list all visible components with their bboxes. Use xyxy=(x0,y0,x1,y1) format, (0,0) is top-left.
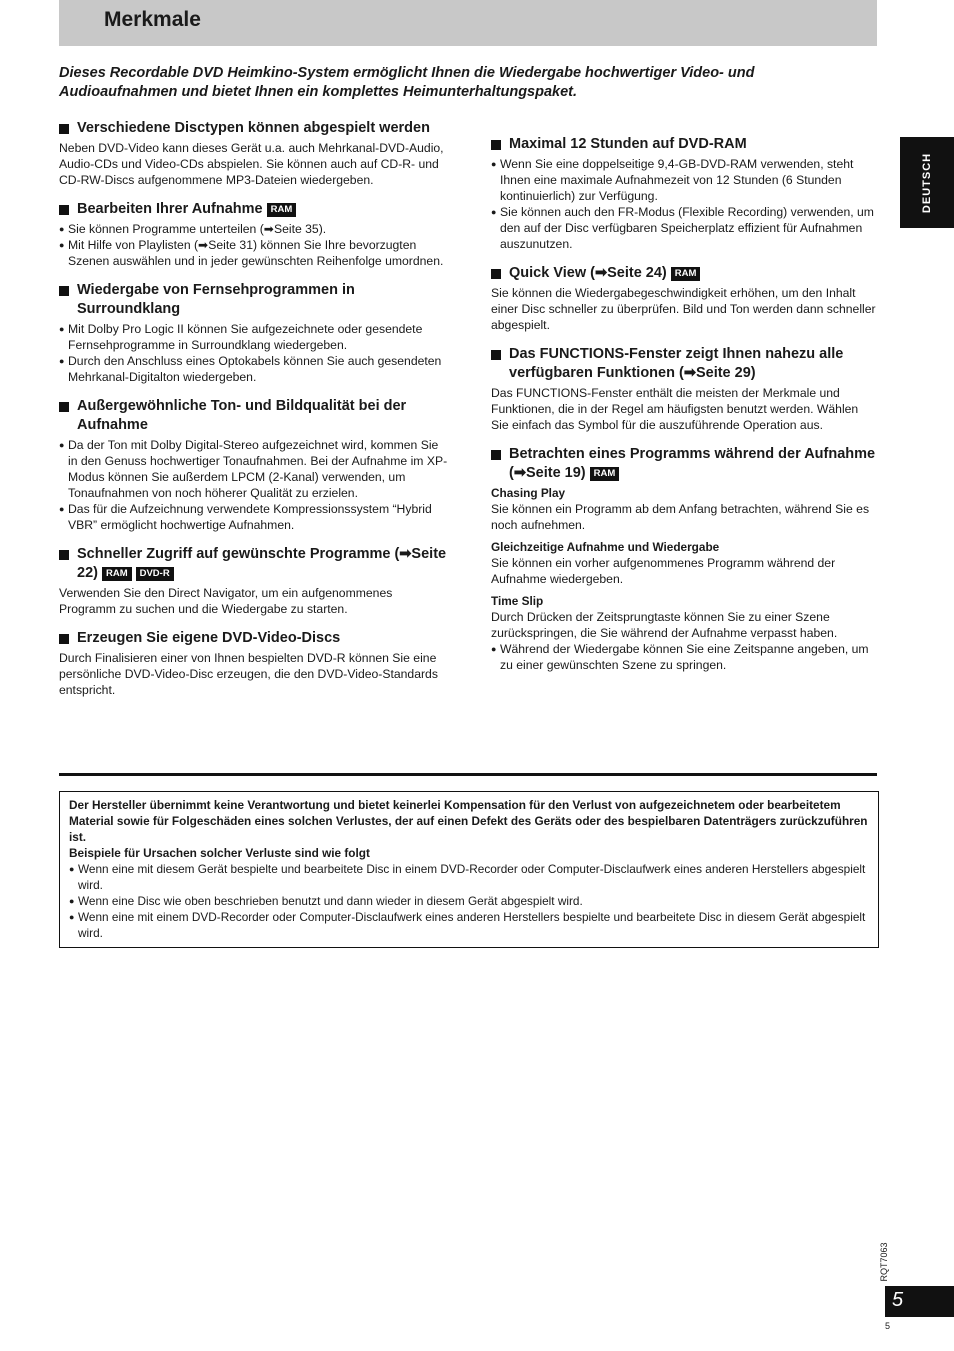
square-bullet-icon xyxy=(59,402,69,412)
square-bullet-icon xyxy=(59,205,69,215)
bullet-item: ● Wenn eine Disc wie oben beschrieben benutzt und dann wieder in diesem Gerät abgespielt wird. xyxy=(69,894,583,908)
subheading: Time Slip xyxy=(491,594,544,608)
section-heading: Wiedergabe von Fernsehprogrammen in Surroundklang xyxy=(59,281,451,319)
bullet-item: ● Wenn eine mit diesem Gerät bespielte und bearbeitete Disc in einem DVD-Recorder oder Computer-Disclaufwerk eines anderen Herstellers abgespielt wird. xyxy=(69,862,866,892)
disclaimer-heading: Beispiele für Ursachen solcher Verluste sind wie folgt xyxy=(69,846,370,860)
disclaimer-box xyxy=(59,791,879,948)
bullet-item: ● Wenn eine mit einem DVD-Recorder oder Computer-Disclaufwerk eines anderen Herstellers bespielte und bearbeitete Disc in diesem Gerät abgespielt wird. xyxy=(69,910,866,940)
section-text: Das FUNCTIONS-Fenster enthält die meisten der Merkmale und Funktionen, die in der Regel am häufigsten benutzt werden. Wählen Sie einfach das Symbol für die auszuführende Operation aus. xyxy=(491,386,859,432)
section-text: Sie können die Wiedergabegeschwindigkeit erhöhen, um den Inhalt einer Disc schneller zu überprüfen. Bild und Ton werden dann schneller abgespielt. xyxy=(491,286,876,332)
bullet-icon: ● xyxy=(59,504,65,514)
bullet-icon: ● xyxy=(69,864,75,874)
left-column xyxy=(59,119,451,710)
section-text: Sie können ein vorher aufgenommenes Programm während der Aufnahme wiedergeben. xyxy=(491,556,836,586)
bullet-item: ● Mit Hilfe von Playlisten (➡Seite 31) können Sie Ihre bevorzugten Szenen auswählen und in jeder gewünschten Reihenfolge umordnen. xyxy=(59,238,444,268)
section-heading: Schneller Zugriff auf gewünschte Programme (➡Seite 22) RAM DVD-R xyxy=(59,545,451,583)
feature-section xyxy=(491,264,877,333)
square-bullet-icon xyxy=(491,269,501,279)
feature-section xyxy=(59,629,451,698)
square-bullet-icon xyxy=(491,450,501,460)
square-bullet-icon xyxy=(59,124,69,134)
disclaimer-text: Der Hersteller übernimmt keine Verantwortung und bietet keinerlei Kompensation für den Verlust von aufgezeichnetem oder bearbeitetem Material sowie für Folgeschäden eines solchen Verlustes, der auf einen Defekt des Geräts oder des bespielbaren Datenträgers zurückzuführen ist. xyxy=(69,798,868,844)
bullet-item: ● Da der Ton mit Dolby Digital-Stereo aufgezeichnet wird, kommen Sie in den Genuss hochwertiger Tonaufnahmen. Bei der Aufnahme im XP-Modus können Sie außerdem LPCM (2-Kanal) verwenden, um Tonaufnahmen von noch höherer Qualität zu erzielen. xyxy=(59,438,448,500)
bullet-icon: ● xyxy=(59,440,65,450)
subheading: Chasing Play xyxy=(491,486,566,500)
page-number: 5 xyxy=(892,1289,904,1311)
feature-section xyxy=(59,397,451,533)
section-text: Verwenden Sie den Direct Navigator, um ein aufgenommenes Programm zu suchen und die Wiedergabe zu starten. xyxy=(59,586,393,616)
bullet-icon: ● xyxy=(69,896,75,906)
feature-section xyxy=(491,345,877,433)
bullet-icon: ● xyxy=(59,324,65,334)
section-heading: Erzeugen Sie eigene DVD-Video-Discs xyxy=(59,629,451,648)
feature-section xyxy=(59,200,451,269)
square-bullet-icon xyxy=(59,286,69,296)
square-bullet-icon xyxy=(59,550,69,560)
bullet-item: ● Sie können auch den FR-Modus (Flexible Recording) verwenden, um den auf der Disc verfügbaren Speicherplatz effizient für Aufnahmen auszunutzen. xyxy=(491,205,874,251)
page-number-small: 5 xyxy=(885,1321,891,1331)
bullet-icon: ● xyxy=(59,240,65,250)
document-code: RQT7063 xyxy=(879,1242,889,1282)
intro-text: Dieses Recordable DVD Heimkino-System ermöglicht Ihnen die Wiedergabe hochwertiger Video- und Audioaufnahmen und bietet Ihnen ein komplettes Heimunterhaltungspaket. xyxy=(59,65,755,100)
feature-section xyxy=(59,281,451,385)
page-number-box xyxy=(885,1286,954,1317)
bullet-icon: ● xyxy=(491,644,497,654)
right-column xyxy=(491,135,877,685)
section-heading: Quick View (➡Seite 24) RAM xyxy=(491,264,877,283)
section-text: Sie können ein Programm ab dem Anfang betrachten, während Sie es noch aufnehmen. xyxy=(491,502,870,532)
bullet-item: ● Sie können Programme unterteilen (➡Seite 35). xyxy=(59,222,327,236)
bullet-icon: ● xyxy=(69,912,75,922)
subheading: Gleichzeitige Aufnahme und Wiedergabe xyxy=(491,540,720,554)
bullet-item: ● Mit Dolby Pro Logic II können Sie aufgezeichnete oder gesendete Fernsehprogramme in Surroundklang wiedergeben. xyxy=(59,322,423,352)
section-text: Durch Finalisieren einer von Ihnen bespielten DVD-R können Sie eine persönliche DVD-Video-Disc erzeugen, die den DVD-Video-Standards entspricht. xyxy=(59,651,438,697)
bullet-item: ● Wenn Sie eine doppelseitige 9,4-GB-DVD-RAM verwenden, steht Ihnen eine maximale Aufnahmezeit von 12 Stunden (6 Stunden kontinuierlich) zur Verfügung. xyxy=(491,157,854,203)
bullet-item: ● Das für die Aufzeichnung verwendete Kompressionssystem “Hybrid VBR” ermöglicht hochwertige Aufnahmen. xyxy=(59,502,432,532)
feature-section xyxy=(491,135,877,252)
section-heading: Verschiedene Disctypen können abgespielt werden xyxy=(59,119,451,138)
feature-section xyxy=(59,119,451,188)
feature-section xyxy=(59,545,451,617)
disc-badge: RAM xyxy=(102,567,132,581)
square-bullet-icon xyxy=(491,350,501,360)
section-heading: Maximal 12 Stunden auf DVD-RAM xyxy=(491,135,877,154)
bullet-icon: ● xyxy=(59,356,65,366)
bullet-item: ● Durch den Anschluss eines Optokabels können Sie auch gesendeten Mehrkanal-Digitalton wiedergeben. xyxy=(59,354,442,384)
section-text: Durch Drücken der Zeitsprungtaste können Sie zu einer Szene zurückspringen, die Sie während der Aufnahme verpasst haben. xyxy=(491,610,838,640)
bullet-icon: ● xyxy=(491,159,497,169)
section-text: Neben DVD-Video kann dieses Gerät u.a. auch Mehrkanal-DVD-Audio, Audio-CDs und Video-CDs abspielen. Sie können auch auf CD-R- und CD-RW-Discs aufgenommene MP3-Dateien wiedergeben. xyxy=(59,141,444,187)
disc-badge: DVD-R xyxy=(136,567,174,581)
title-bar xyxy=(59,0,877,46)
language-tab xyxy=(900,137,954,228)
disc-badge: RAM xyxy=(267,203,297,217)
square-bullet-icon xyxy=(59,634,69,644)
square-bullet-icon xyxy=(491,140,501,150)
feature-section xyxy=(491,445,877,673)
divider xyxy=(59,773,877,776)
section-heading: Außergewöhnliche Ton- und Bildqualität bei der Aufnahme xyxy=(59,397,451,435)
language-tab-label: DEUTSCH xyxy=(921,152,933,214)
section-heading: Bearbeiten Ihrer Aufnahme RAM xyxy=(59,200,451,219)
disc-badge: RAM xyxy=(671,267,701,281)
bullet-item: ● Während der Wiedergabe können Sie eine Zeitspanne angeben, um zu einer gewünschten Szene zu springen. xyxy=(491,642,869,672)
disc-badge: RAM xyxy=(590,467,620,481)
section-heading: Das FUNCTIONS-Fenster zeigt Ihnen nahezu alle verfügbaren Funktionen (➡Seite 29) xyxy=(491,345,877,383)
bullet-icon: ● xyxy=(491,207,497,217)
page-title: Merkmale xyxy=(104,8,201,31)
bullet-icon: ● xyxy=(59,224,65,234)
section-heading: Betrachten eines Programms während der Aufnahme (➡Seite 19) RAM xyxy=(491,445,877,483)
